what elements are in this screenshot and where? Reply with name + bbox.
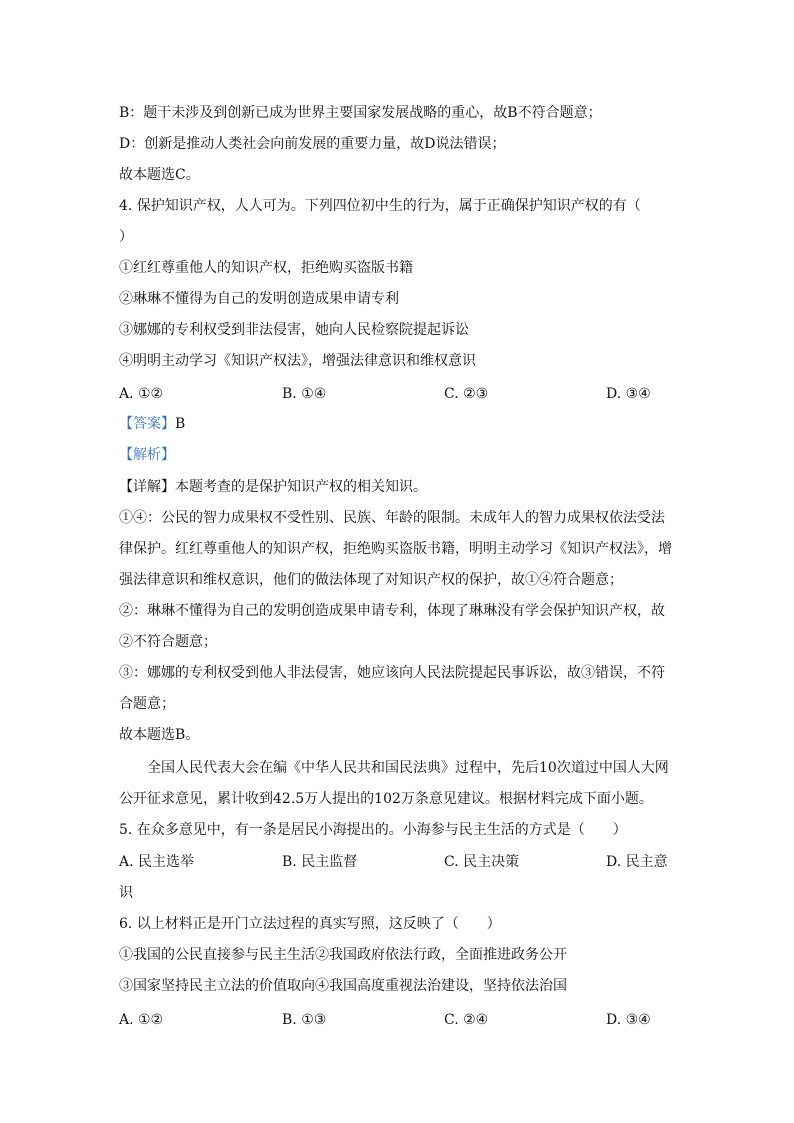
option-d: D. ③④ [606, 386, 651, 402]
option-b: B. 民主监督 [282, 854, 358, 870]
analysis-tag: 【解析】 [119, 447, 175, 463]
option-c: C. ②④ [444, 1012, 489, 1028]
detail-line: 律保护。红红尊重他人的知识产权，拒绝购买盗版书籍，明明主动学习《知识产权法》，增 [119, 541, 672, 557]
option-c: C. 民主决策 [444, 854, 520, 870]
answer-tag: 【答案】 [119, 416, 175, 432]
question-5-stem: 5. 在众多意见中，有一条是居民小海提出的。小海参与民主生活的方式是（ ） [119, 822, 627, 838]
detail-line: 合题意； [119, 696, 175, 712]
statement-3: ③娜娜的专利权受到非法侵害，她向人民检察院提起诉讼 [119, 322, 469, 338]
detail-line: 强法律意识和维权意识，他们的做法体现了对知识产权的保护，故①④符合题意； [119, 572, 623, 588]
option-a: A. 民主选举 [119, 854, 195, 870]
option-c: C. ②③ [444, 386, 489, 402]
answer-line [119, 414, 185, 434]
statement-1: ①红红尊重他人的知识产权，拒绝购买盗版书籍 [119, 260, 413, 276]
question-6-stem: 6. 以上材料正是开门立法过程的真实写照，这反映了（ ） [119, 916, 501, 932]
detail-line: 故本题选B。 [119, 727, 200, 743]
detail-line: ①④：公民的智力成果权不受性别、民族、年龄的限制。未成年人的智力成果权依法受法 [119, 510, 665, 526]
option-a: A. ①② [119, 386, 164, 402]
option-d: D. ③④ [606, 1012, 651, 1028]
detail-line: ②不符合题意； [119, 634, 217, 650]
option-d: D. 民主意 [606, 854, 668, 870]
statement-2: ②琳琳不懂得为自己的发明创造成果申请专利 [119, 291, 399, 307]
material-line: 全国人民代表大会在编《中华人民共和国民法典》过程中，先后10次道过中国人大网 [147, 760, 669, 776]
option-b: B. ①④ [282, 386, 327, 402]
detail-line: ②：琳琳不懂得为自己的发明创造成果申请专利，体现了琳琳没有学会保护知识产权，故 [119, 603, 665, 619]
statement-line: ③国家坚持民主立法的价值取向④我国高度重视法治建设，坚持依法治国 [119, 978, 567, 994]
detail-line: ③：娜娜的专利权受到他人非法侵害，她应该向人民法院提起民事诉讼，故③错误，不符 [119, 665, 665, 681]
option-d-wrap: 识 [119, 885, 133, 901]
statement-4: ④明明主动学习《知识产权法》，增强法律意识和维权意识 [119, 353, 476, 369]
answer-value: B [175, 416, 186, 432]
detail-line: 【详解】本题考查的是保护知识产权的相关知识。 [119, 479, 427, 495]
question-4-stem: 4. 保护知识产权，人人可为。下列四位初中生的行为，属于正确保护知识产权的有（ [119, 198, 641, 214]
question-4-stem-end: ） [119, 229, 133, 245]
option-b: B. ①③ [282, 1012, 327, 1028]
material-line: 公开征求意见，累计收到42.5万人提出的102万条意见建议。根据材料完成下面小题。 [119, 791, 653, 807]
text-line: B：题干未涉及到创新已成为世界主要国家发展战略的重心，故B不符合题意； [119, 105, 602, 121]
option-a: A. ①② [119, 1012, 164, 1028]
statement-line: ①我国的公民直接参与民主生活②我国政府依法行政，全面推进政务公开 [119, 947, 567, 963]
text-line: 故本题选C。 [119, 167, 200, 183]
text-line: D：创新是推动人类社会向前发展的重要力量，故D说法错误； [119, 136, 506, 152]
